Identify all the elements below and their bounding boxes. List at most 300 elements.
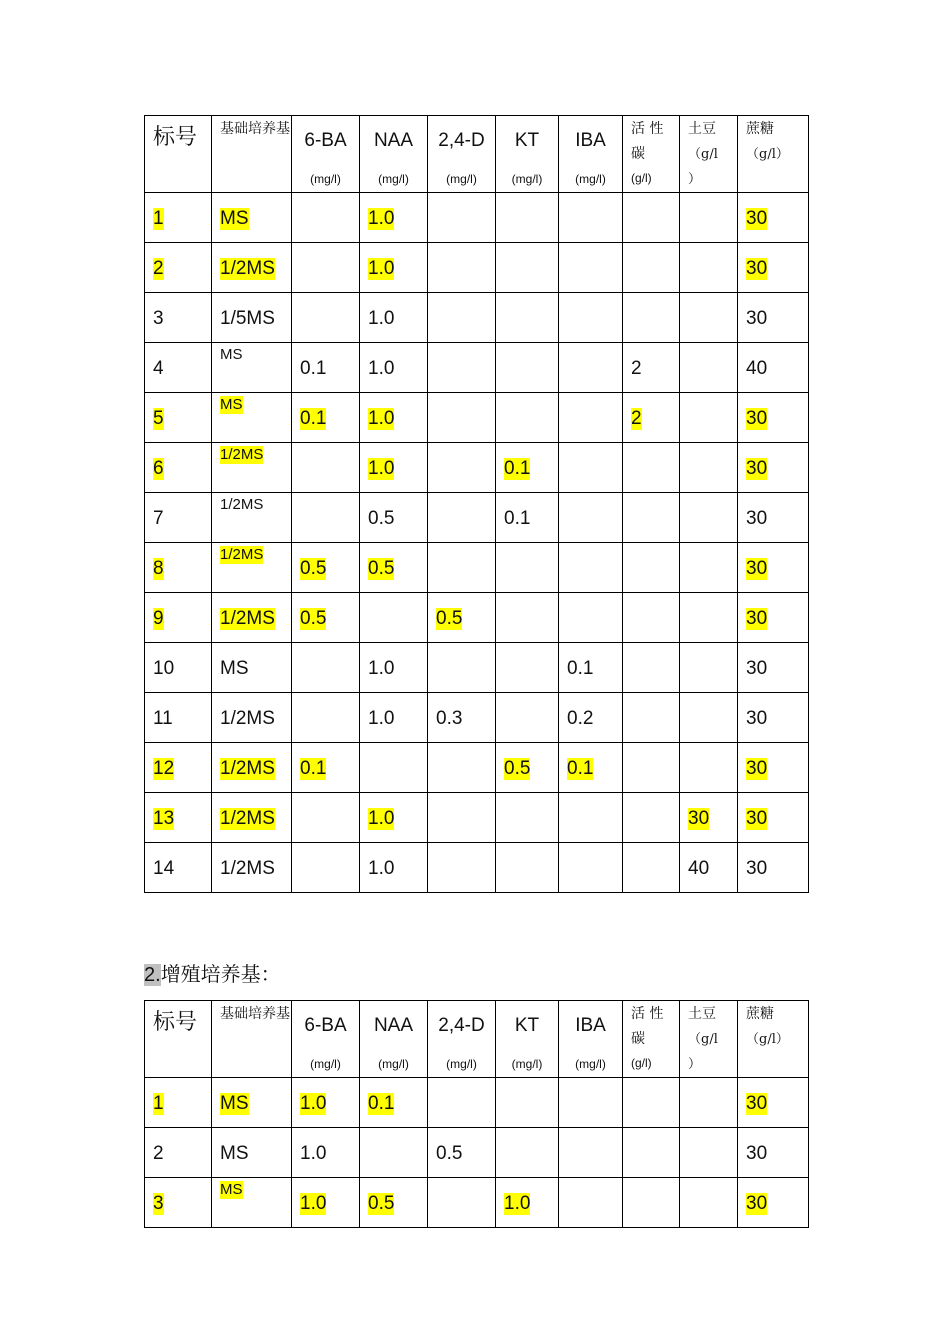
cell-value: 3 [153,1193,164,1214]
cell-value: 4 [153,358,164,379]
cell-value: 13 [153,808,175,829]
cell-value: MS [220,346,243,363]
cell-activated-carbon [623,693,680,743]
cell-value: 2 [631,408,642,429]
header-iba: IBA (mg/l) [559,1001,623,1078]
header-activated-carbon: 活 性 碳 (g/l) [623,1001,680,1078]
cell-value: 0.5 [368,508,395,529]
cell-naa [360,193,428,243]
cell-24d [428,843,496,893]
cell-id [145,1178,212,1228]
cell-base-medium [212,1128,292,1178]
cell-id [145,193,212,243]
cell-value: MS [220,1181,243,1198]
cell-value: 30 [746,758,768,779]
cell-value: 1/2MS [220,808,275,829]
cell-value: 11 [153,708,173,729]
cell-value: 1.0 [300,1143,327,1164]
cell-kt [496,493,559,543]
cell-kt [496,293,559,343]
cell-value: 0.1 [504,508,531,529]
table-row [145,243,809,293]
header-id: 标号 [145,116,212,193]
cell-value: 2 [153,258,164,279]
cell-potato [680,743,738,793]
header-kt: KT (mg/l) [496,1001,559,1078]
cell-value: 30 [746,708,768,729]
cell-kt [496,743,559,793]
cell-sucrose [738,493,809,543]
cell-value: 30 [746,208,768,229]
cell-value: 5 [153,408,164,429]
cell-value: 1/2MS [220,446,264,463]
cell-id [145,443,212,493]
cell-iba [559,293,623,343]
cell-base-medium [212,593,292,643]
cell-value: 0.5 [368,1193,395,1214]
header-base-medium: 基础培养基 [212,116,292,193]
cell-id [145,793,212,843]
cell-potato [680,443,738,493]
cell-24d [428,593,496,643]
header-sucrose: 蔗糖 （g/l） [738,1001,809,1078]
cell-iba [559,743,623,793]
cell-base-medium [212,743,292,793]
cell-6ba [292,793,360,843]
cell-id [145,643,212,693]
cell-sucrose [738,643,809,693]
table-header-row [145,116,809,193]
cell-value: 1.0 [368,808,395,829]
cell-value: 30 [746,808,768,829]
cell-potato [680,493,738,543]
cell-sucrose [738,1078,809,1128]
cell-iba [559,793,623,843]
cell-id [145,593,212,643]
cell-iba [559,193,623,243]
cell-id [145,343,212,393]
cell-kt [496,693,559,743]
cell-potato [680,293,738,343]
cell-iba [559,1078,623,1128]
cell-iba [559,343,623,393]
cell-6ba [292,543,360,593]
cell-naa [360,643,428,693]
cell-id [145,493,212,543]
cell-base-medium [212,293,292,343]
cell-value: 1/2MS [220,758,275,779]
cell-value: 1 [153,208,164,229]
proliferation-medium-table [144,1000,809,1228]
cell-kt [496,843,559,893]
cell-id [145,1078,212,1128]
cell-id [145,693,212,743]
table-row [145,343,809,393]
cell-potato [680,243,738,293]
cell-value: MS [220,1143,249,1164]
cell-sucrose [738,243,809,293]
cell-sucrose [738,393,809,443]
cell-value: 1/2MS [220,708,275,729]
cell-value: 0.5 [300,608,327,629]
table-row [145,643,809,693]
cell-value: 1.0 [504,1193,531,1214]
cell-6ba [292,1178,360,1228]
cell-activated-carbon [623,493,680,543]
cell-naa [360,443,428,493]
cell-activated-carbon [623,393,680,443]
cell-sucrose [738,1128,809,1178]
cell-sucrose [738,293,809,343]
cell-6ba [292,443,360,493]
cell-base-medium [212,543,292,593]
cell-6ba [292,1128,360,1178]
cell-activated-carbon [623,193,680,243]
cell-value: 1/2MS [220,858,275,879]
cell-value: 1.0 [368,708,395,729]
cell-value: 2 [631,358,642,379]
cell-naa [360,393,428,443]
header-24d: 2,4-D (mg/l) [428,116,496,193]
cell-value: 1/5MS [220,308,275,329]
cell-value: 0.1 [567,658,594,679]
cell-activated-carbon [623,443,680,493]
cell-value: 30 [746,408,768,429]
cell-activated-carbon [623,743,680,793]
cell-kt [496,643,559,693]
cell-24d [428,643,496,693]
cell-id [145,393,212,443]
cell-kt [496,243,559,293]
cell-base-medium [212,843,292,893]
header-potato: 土豆 （g/l ） [680,1001,738,1078]
cell-sucrose [738,843,809,893]
cell-value: 3 [153,308,164,329]
cell-iba [559,493,623,543]
cell-iba [559,643,623,693]
cell-value: 1.0 [300,1193,327,1214]
cell-activated-carbon [623,593,680,643]
cell-id [145,843,212,893]
cell-iba [559,843,623,893]
header-activated-carbon: 活 性 碳 (g/l) [623,116,680,193]
cell-value: 0.1 [300,758,327,779]
cell-activated-carbon [623,1178,680,1228]
cell-value: 0.1 [300,358,327,379]
cell-value: 1 [153,1093,164,1114]
table-row [145,1128,809,1178]
cell-6ba [292,493,360,543]
cell-base-medium [212,643,292,693]
cell-value: 10 [153,658,175,679]
cell-sucrose [738,793,809,843]
cell-24d [428,1128,496,1178]
cell-iba [559,393,623,443]
cell-value: 1/2MS [220,496,264,513]
cell-sucrose [738,193,809,243]
cell-activated-carbon [623,343,680,393]
cell-activated-carbon [623,843,680,893]
cell-iba [559,443,623,493]
cell-naa [360,243,428,293]
cell-value: 1.0 [368,408,395,429]
cell-id [145,243,212,293]
cell-6ba [292,593,360,643]
header-base-medium: 基础培养基 [212,1001,292,1078]
cell-value: 0.2 [567,708,594,729]
cell-6ba [292,343,360,393]
cell-value: 30 [688,808,710,829]
cell-24d [428,343,496,393]
cell-value: 0.5 [436,1143,463,1164]
cell-6ba [292,693,360,743]
cell-6ba [292,643,360,693]
cell-value: 1.0 [368,858,395,879]
cell-kt [496,1128,559,1178]
cell-value: 30 [746,308,768,329]
cell-potato [680,1128,738,1178]
cell-naa [360,343,428,393]
table-row [145,443,809,493]
header-sucrose: 蔗糖 （g/l） [738,116,809,193]
cell-naa [360,593,428,643]
cell-potato [680,843,738,893]
cell-naa [360,293,428,343]
cell-value: 0.1 [504,458,531,479]
cell-value: 1/2MS [220,608,275,629]
cell-id [145,1128,212,1178]
cell-24d [428,243,496,293]
cell-kt [496,193,559,243]
cell-activated-carbon [623,293,680,343]
cell-6ba [292,393,360,443]
cell-value: 1/2MS [220,546,264,563]
cell-kt [496,1078,559,1128]
cell-value: 0.5 [504,758,531,779]
cell-6ba [292,193,360,243]
section-number: 2. [144,964,161,986]
cell-potato [680,343,738,393]
cell-value: MS [220,658,249,679]
cell-value: 14 [153,858,175,879]
cell-potato [680,643,738,693]
cell-value: MS [220,1093,249,1114]
cell-24d [428,443,496,493]
cell-iba [559,593,623,643]
cell-value: 0.3 [436,708,463,729]
cell-value: 30 [746,858,768,879]
table-row [145,1178,809,1228]
header-24d: 2,4-D (mg/l) [428,1001,496,1078]
cell-base-medium [212,343,292,393]
table-row [145,693,809,743]
header-iba: IBA (mg/l) [559,116,623,193]
cell-value: 7 [153,508,164,529]
cell-iba [559,243,623,293]
cell-value: 0.1 [300,408,327,429]
cell-value: 30 [746,1093,768,1114]
table-row [145,543,809,593]
cell-value: 30 [746,458,768,479]
cell-value: 1.0 [300,1093,327,1114]
cell-potato [680,393,738,443]
cell-value: 40 [688,858,710,879]
cell-naa [360,1078,428,1128]
cell-6ba [292,743,360,793]
table-row [145,1078,809,1128]
cell-naa [360,1128,428,1178]
cell-value: 1.0 [368,458,395,479]
cell-value: 0.5 [368,558,395,579]
cell-24d [428,493,496,543]
table-row [145,293,809,343]
cell-6ba [292,293,360,343]
cell-24d [428,793,496,843]
cell-value: 40 [746,358,768,379]
cell-id [145,543,212,593]
cell-value: 2 [153,1143,164,1164]
cell-id [145,293,212,343]
cell-sucrose [738,693,809,743]
cell-value: 30 [746,658,768,679]
cell-naa [360,1178,428,1228]
cell-base-medium [212,1078,292,1128]
header-6ba: 6-BA (mg/l) [292,1001,360,1078]
cell-naa [360,843,428,893]
header-kt: KT (mg/l) [496,116,559,193]
cell-activated-carbon [623,243,680,293]
cell-potato [680,1078,738,1128]
cell-kt [496,793,559,843]
cell-value: 1.0 [368,308,395,329]
cell-sucrose [738,443,809,493]
cell-6ba [292,843,360,893]
header-naa: NAA (mg/l) [360,116,428,193]
cell-value: 1.0 [368,208,395,229]
cell-value: 0.5 [300,558,327,579]
cell-24d [428,693,496,743]
cell-base-medium [212,693,292,743]
cell-kt [496,343,559,393]
cell-value: 6 [153,458,164,479]
table-row [145,193,809,243]
cell-value: 30 [746,558,768,579]
cell-value: 1/2MS [220,258,275,279]
cell-sucrose [738,1178,809,1228]
cell-6ba [292,1078,360,1128]
cell-value: 9 [153,608,164,629]
cell-base-medium [212,443,292,493]
cell-base-medium [212,243,292,293]
cell-24d [428,193,496,243]
cell-24d [428,393,496,443]
cell-value: 30 [746,608,768,629]
table-row [145,593,809,643]
cell-value: 30 [746,1143,768,1164]
cell-value: MS [220,208,249,229]
cell-activated-carbon [623,643,680,693]
header-id: 标号 [145,1001,212,1078]
cell-kt [496,543,559,593]
cell-value: 12 [153,758,175,779]
cell-24d [428,1178,496,1228]
table-row [145,843,809,893]
cell-iba [559,1128,623,1178]
cell-sucrose [738,343,809,393]
cell-potato [680,593,738,643]
table-row [145,793,809,843]
rooting-medium-table [144,115,809,893]
cell-24d [428,1078,496,1128]
cell-activated-carbon [623,543,680,593]
cell-base-medium [212,493,292,543]
cell-activated-carbon [623,793,680,843]
cell-value: 1.0 [368,358,395,379]
cell-potato [680,1178,738,1228]
section-heading [144,960,281,989]
cell-value: 0.1 [368,1093,395,1114]
cell-sucrose [738,543,809,593]
cell-activated-carbon [623,1078,680,1128]
table-row [145,743,809,793]
cell-6ba [292,243,360,293]
cell-value: 0.5 [436,608,463,629]
cell-iba [559,1178,623,1228]
cell-sucrose [738,743,809,793]
cell-value: 1.0 [368,658,395,679]
cell-naa [360,543,428,593]
cell-value: 30 [746,508,768,529]
cell-kt [496,443,559,493]
cell-value: MS [220,396,243,413]
cell-24d [428,543,496,593]
cell-naa [360,793,428,843]
cell-naa [360,693,428,743]
cell-value: 30 [746,1193,768,1214]
cell-24d [428,743,496,793]
cell-naa [360,743,428,793]
header-naa: NAA (mg/l) [360,1001,428,1078]
table-row [145,493,809,543]
cell-activated-carbon [623,1128,680,1178]
header-6ba: 6-BA (mg/l) [292,116,360,193]
cell-value: 30 [746,258,768,279]
table-header-row [145,1001,809,1078]
cell-potato [680,193,738,243]
cell-iba [559,543,623,593]
header-potato: 土豆 （g/l ） [680,116,738,193]
cell-kt [496,1178,559,1228]
cell-base-medium [212,1178,292,1228]
cell-base-medium [212,393,292,443]
cell-potato [680,693,738,743]
table-row [145,393,809,443]
cell-kt [496,393,559,443]
cell-naa [360,493,428,543]
cell-base-medium [212,193,292,243]
cell-id [145,743,212,793]
cell-24d [428,293,496,343]
cell-potato [680,793,738,843]
cell-value: 8 [153,558,164,579]
cell-potato [680,543,738,593]
cell-kt [496,593,559,643]
cell-iba [559,693,623,743]
cell-value: 1.0 [368,258,395,279]
cell-sucrose [738,593,809,643]
section-title: 增殖培养基： [160,962,281,986]
cell-value: 0.1 [567,758,594,779]
